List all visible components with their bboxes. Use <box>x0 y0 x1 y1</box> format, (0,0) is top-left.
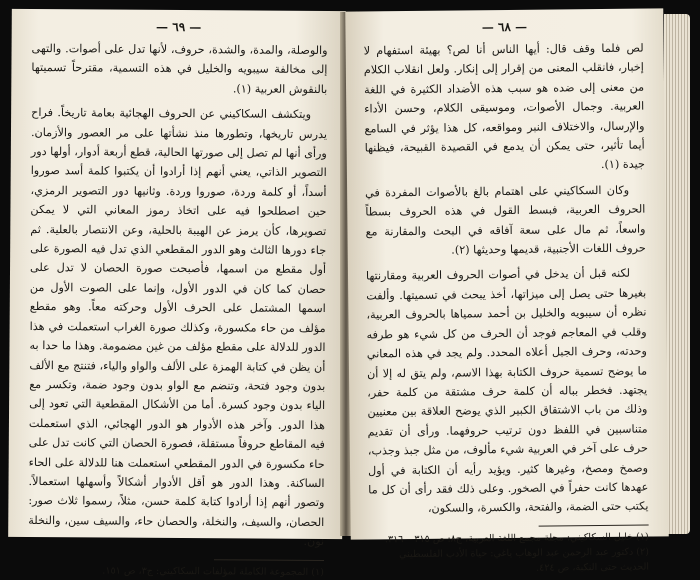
right-page-body <box>364 39 649 520</box>
right-footnote-2: (٢) دكتور عبد الرحمن عبد الوهاب ياغي: حياة الأدب الفلسطيني الحديث حتى النكبة، ص ٤٢٤. <box>399 546 650 574</box>
right-page-number: — ٦٨ — <box>481 19 528 35</box>
open-book <box>4 8 694 578</box>
left-page-number: — ٦٩ — <box>156 19 202 35</box>
right-paragraph-2: وكان السكاكيني على اهتمام بالغ بالأصوات المفردة في الحروف العربية، فبسط القول في هذه الحروف بسطاً واسعاً، ثم مال على سعة آفاقه في البحث والمقارنة مع حروف اللغات الأجنبية، قديمها وحديثها (٢). <box>365 183 646 257</box>
left-paragraph-1: والوصلة، والمدة، والشدة، حروف، لأنها تدل على أصوات. والتهى إلى مخالفة سيبويه والخليل في هذه التسمية، مقترحاً تسميتها بالنقوش العربية (١). <box>31 41 328 96</box>
left-page-body <box>28 39 328 552</box>
right-paragraph-3: لكنه قبل أن يدخل في أصوات الحروف العربية ومقارنتها بغيرها حتى يصل إلى ميزاتها، أخذ يبحث في تسميتها. وألفت نظره أن سيبويه والخليل بن أحمد سمياها بالحروف العربية، وقلب في المعاجم فوجد أن الحرف من كل شيء هو طرفه وحدته، وحرف الجبل أعلاه المحدد. ولم يجد في هذه المعاني ما يوضح تسمية حروف الكتابة بهذا الاسم، ولم يتق له إلا أن يجتهد. فخطر بباله أن كلمة حرف مشتقة من كلمة حفر، وذلك من باب الاشتقاق الكبير الذي يوضح العلاقة بين معنيين متناسبين في اللفظ دون ترتيب حروفهما. ورأى أن تقديم حرف على آخر في العربية شيء مألوف، من مثل جبذ وجذب، وصمخ ومصخ، وغيرها كثير. ويؤيد رأيه أن الكتابة في أول عهدها كانت حفراً في الصخور. وعلى ذلك فقد رأى أن كل ما يكتب حتى الضمة، والفتحة، والكسرة، والسكون، <box>365 267 649 516</box>
left-footnote-1: (١) المجموعة الكاملة لمؤلفات السكاكيني: ج٣، ص ١٥١. <box>102 565 324 578</box>
left-footnote-rule <box>214 559 324 561</box>
left-paragraph-2: ويتكشف السكاكيني عن الحروف الهجائية بعامة تاريخاً. فراح يدرس تاريخها، وتطورها منذ نشأتها على مر العصور والأزمان. ورأى أنها لم تصل إلى صورتها الحالية، قطع أربعة أدوار، أولها دور التصوير الذاتي، يعني أنهم إذا أرادوا أن يكتبوا كلمة أسد صوروا أسداً، أو كلمة وردة، صوروا وردة. وثانيها دور التصوير الرمزي، حين اصطلحوا فيه على اتخاذ رموز المعاني التي لا يمكن تصويرها، كأن يرمز عن الهيبة بالحلية، وعن الانتصار بالعلية. ثم جاء دورها الثالث وهو الدور المقطعي الذي تدل فيه الصورة على أول مقطع من اسمها، فأصبحت صورة الحصان لا تدل على حصان كما كان في الدور الأول، وإنما على الصوت الأول من اسمها المشتمل على الحرف الأول وحركته معاً. وهو مقطع مؤلف من حاء مكسورة، وكذلك صورة الغراب استعملت في هذا الدور للدلالة على مقطع مؤلف من غين مضمومة. وهذا ما حدا به أن يظن في كتابة الهمزة على الألف والواو والياء، فتنتج مع الألف بدون وجود فتحة، وتنضم مع الواو بدون وجود ضمة، وتكسر مع الياء بدون وجود كسرة. أما من الأشكال المقطعية التي تعود إلى هذا الدور. وآخر هذه الأدوار هو الدور الهجائي، الذي استعملت فيه المقاطع حروفاً مستقلة، فصورة الحصان التي كانت تدل على حاء مكسورة في الدور المقطعي استعملت هنا للدلالة على الحاء الساكنة. وهذا الدور هو أقل الأدوار أشكالاً وأسهلها استعمالاً. وتصور أنهم إذا أرادوا كتابة كلمة حسن، مثلاً، رسموا ثلاث صور: الحصان، والسيف، والنخلة، والحصان حاء، والسيف سين، والنخلة نون. <box>28 106 328 549</box>
right-footnote-1: (١) خليل السكاكيني: مجلة مجمع اللغة العربية، ج٨: ص ٣١٥ – ٣١٦. <box>384 531 649 546</box>
right-footnote-rule <box>539 524 649 526</box>
right-paragraph-1: لص فلما وقف قال: أيها الناس أنا لص؟ بهيئة استفهام لا إخبار، فانقلب المعنى من إقرار إلى إنكار. ولعل انقلاب الكلام من معنى إلى ضده هو سبب هذه الأضداد الكثيرة في اللغة العربية. وجمال الأصوات، وموسيقى الكلام، وحسن الأداء والإرسال، والاختلاف النبر ومواقعه، كل هذا يؤثر في السامع أيما تأثير، حتى يمكن أن يدمع في القصيدة القبيحة، فيظنها جيدة (١). <box>363 41 645 172</box>
right-page <box>345 8 669 574</box>
left-page <box>8 9 346 578</box>
